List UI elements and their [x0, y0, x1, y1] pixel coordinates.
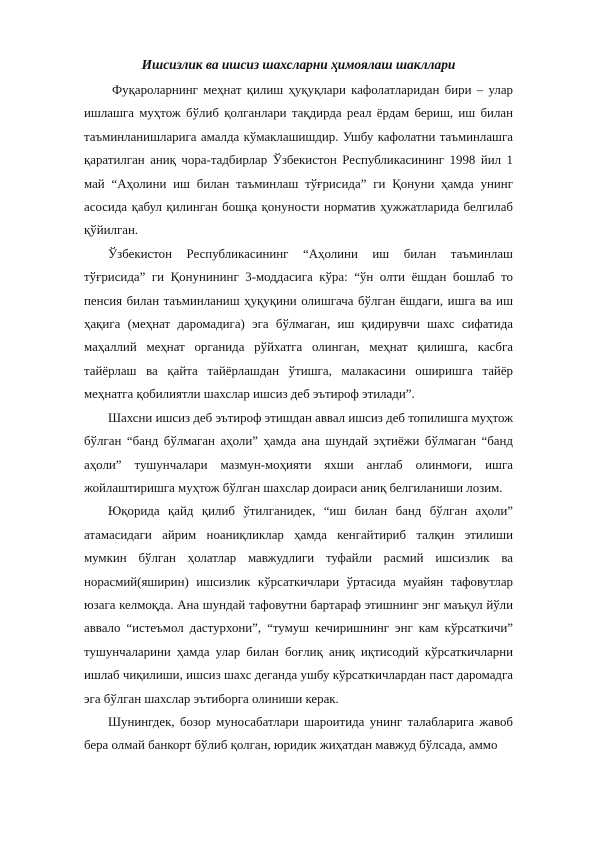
paragraph-5: Шунингдек, бозор муносабатлари шароитида унинг талабларига жавоб бера олмай банкорт бўлиб қолган, юридик жиҳатдан мавжуд бўлсада, аммо	[84, 714, 513, 753]
paragraph-1: Фуқароларнинг меҳнат қилиш ҳуқуқлари кафолатларидан бири – улар ишлашга муҳтож бўлиб қолганлари тақдирда реал ёрдам бериш, иш билан таъминланишларига амалда кўмаклашишдир. Ушбу кафолатни таъминлашга қаратилган аниқ чора-тадбирлар Ўзбекистон Республикасининг 1998 йил 1 май “Аҳолини иш билан таъминлаш тўғрисида” ги Қонуни ҳамда унинг асосида қабул қилинган бошқа қонуности норматив ҳужжатларида белгилаб қўйилган.	[84, 83, 513, 238]
paragraph-2: Ўзбекистон Республикасининг “Аҳолини иш билан таъминлаш тўғрисида” ги Қонунининг 3-моддасига кўра: “ўн олти ёшдан бошлаб то пенсия билан таъминланиш ҳуқуқини олишгача бўлган ёшдаги, ишга ва иш ҳақига (меҳнат даромадига) эга бўлмаган, иш қидирувчи шахс сифатида маҳаллий меҳнат органида рўйхатга олинган, меҳнат қилишга, касбга тайёрлаш ва қайта тайёрлашдан ўтишга, малакасини оширишга тайёр меҳнатга қобилиятли шахслар ишсиз деб эътироф этилади”.	[84, 246, 513, 402]
document-page	[84, 56, 513, 758]
paragraph-4: Юқорида қайд қилиб ўтилганидек, “иш билан банд бўлган аҳоли” атамасидаги айрим ноаниқликлар ҳамда кенгайтириб талқин этилиши мумкин бўлган ҳолатлар мавжудлиги туфайли расмий ишсизлик ва норасмий(яширин) ишсизлик кўрсаткичлари ўртасида муайян тафовутлар юзага келмоқда. Ана шундай тафовутни бартараф этишнинг энг маъқул йўли аввало “истеъмол дастурхони”, “тумуш кечиришнинг энг кам кўрсаткичи” тушунчаларини ҳамда улар билан боғлиқ аниқ иқтисодий кўрсаткичларни ишлаб чиқилиши, ишсиз шахс деганда ушбу кўрсаткичлардан паст даромадга эга бўлган шахслар эътиборга олиниши керак.	[84, 504, 513, 706]
document-title: Ишсизлик ва ишсиз шахсларни ҳимоялаш шакллари	[141, 57, 456, 72]
paragraph-3: Шахсни ишсиз деб эътироф этишдан аввал ишсиз деб топилишга муҳтож бўлган “банд бўлмаган аҳоли” ҳамда ана шундай эҳтиёжи бўлмаган “банд аҳоли” тушунчалари мазмун-моҳияти яхши англаб олинмоғи, ишга жойлаштиришга муҳтож бўлган шахслар доираси аниқ белгиланиши лозим.	[84, 410, 513, 495]
